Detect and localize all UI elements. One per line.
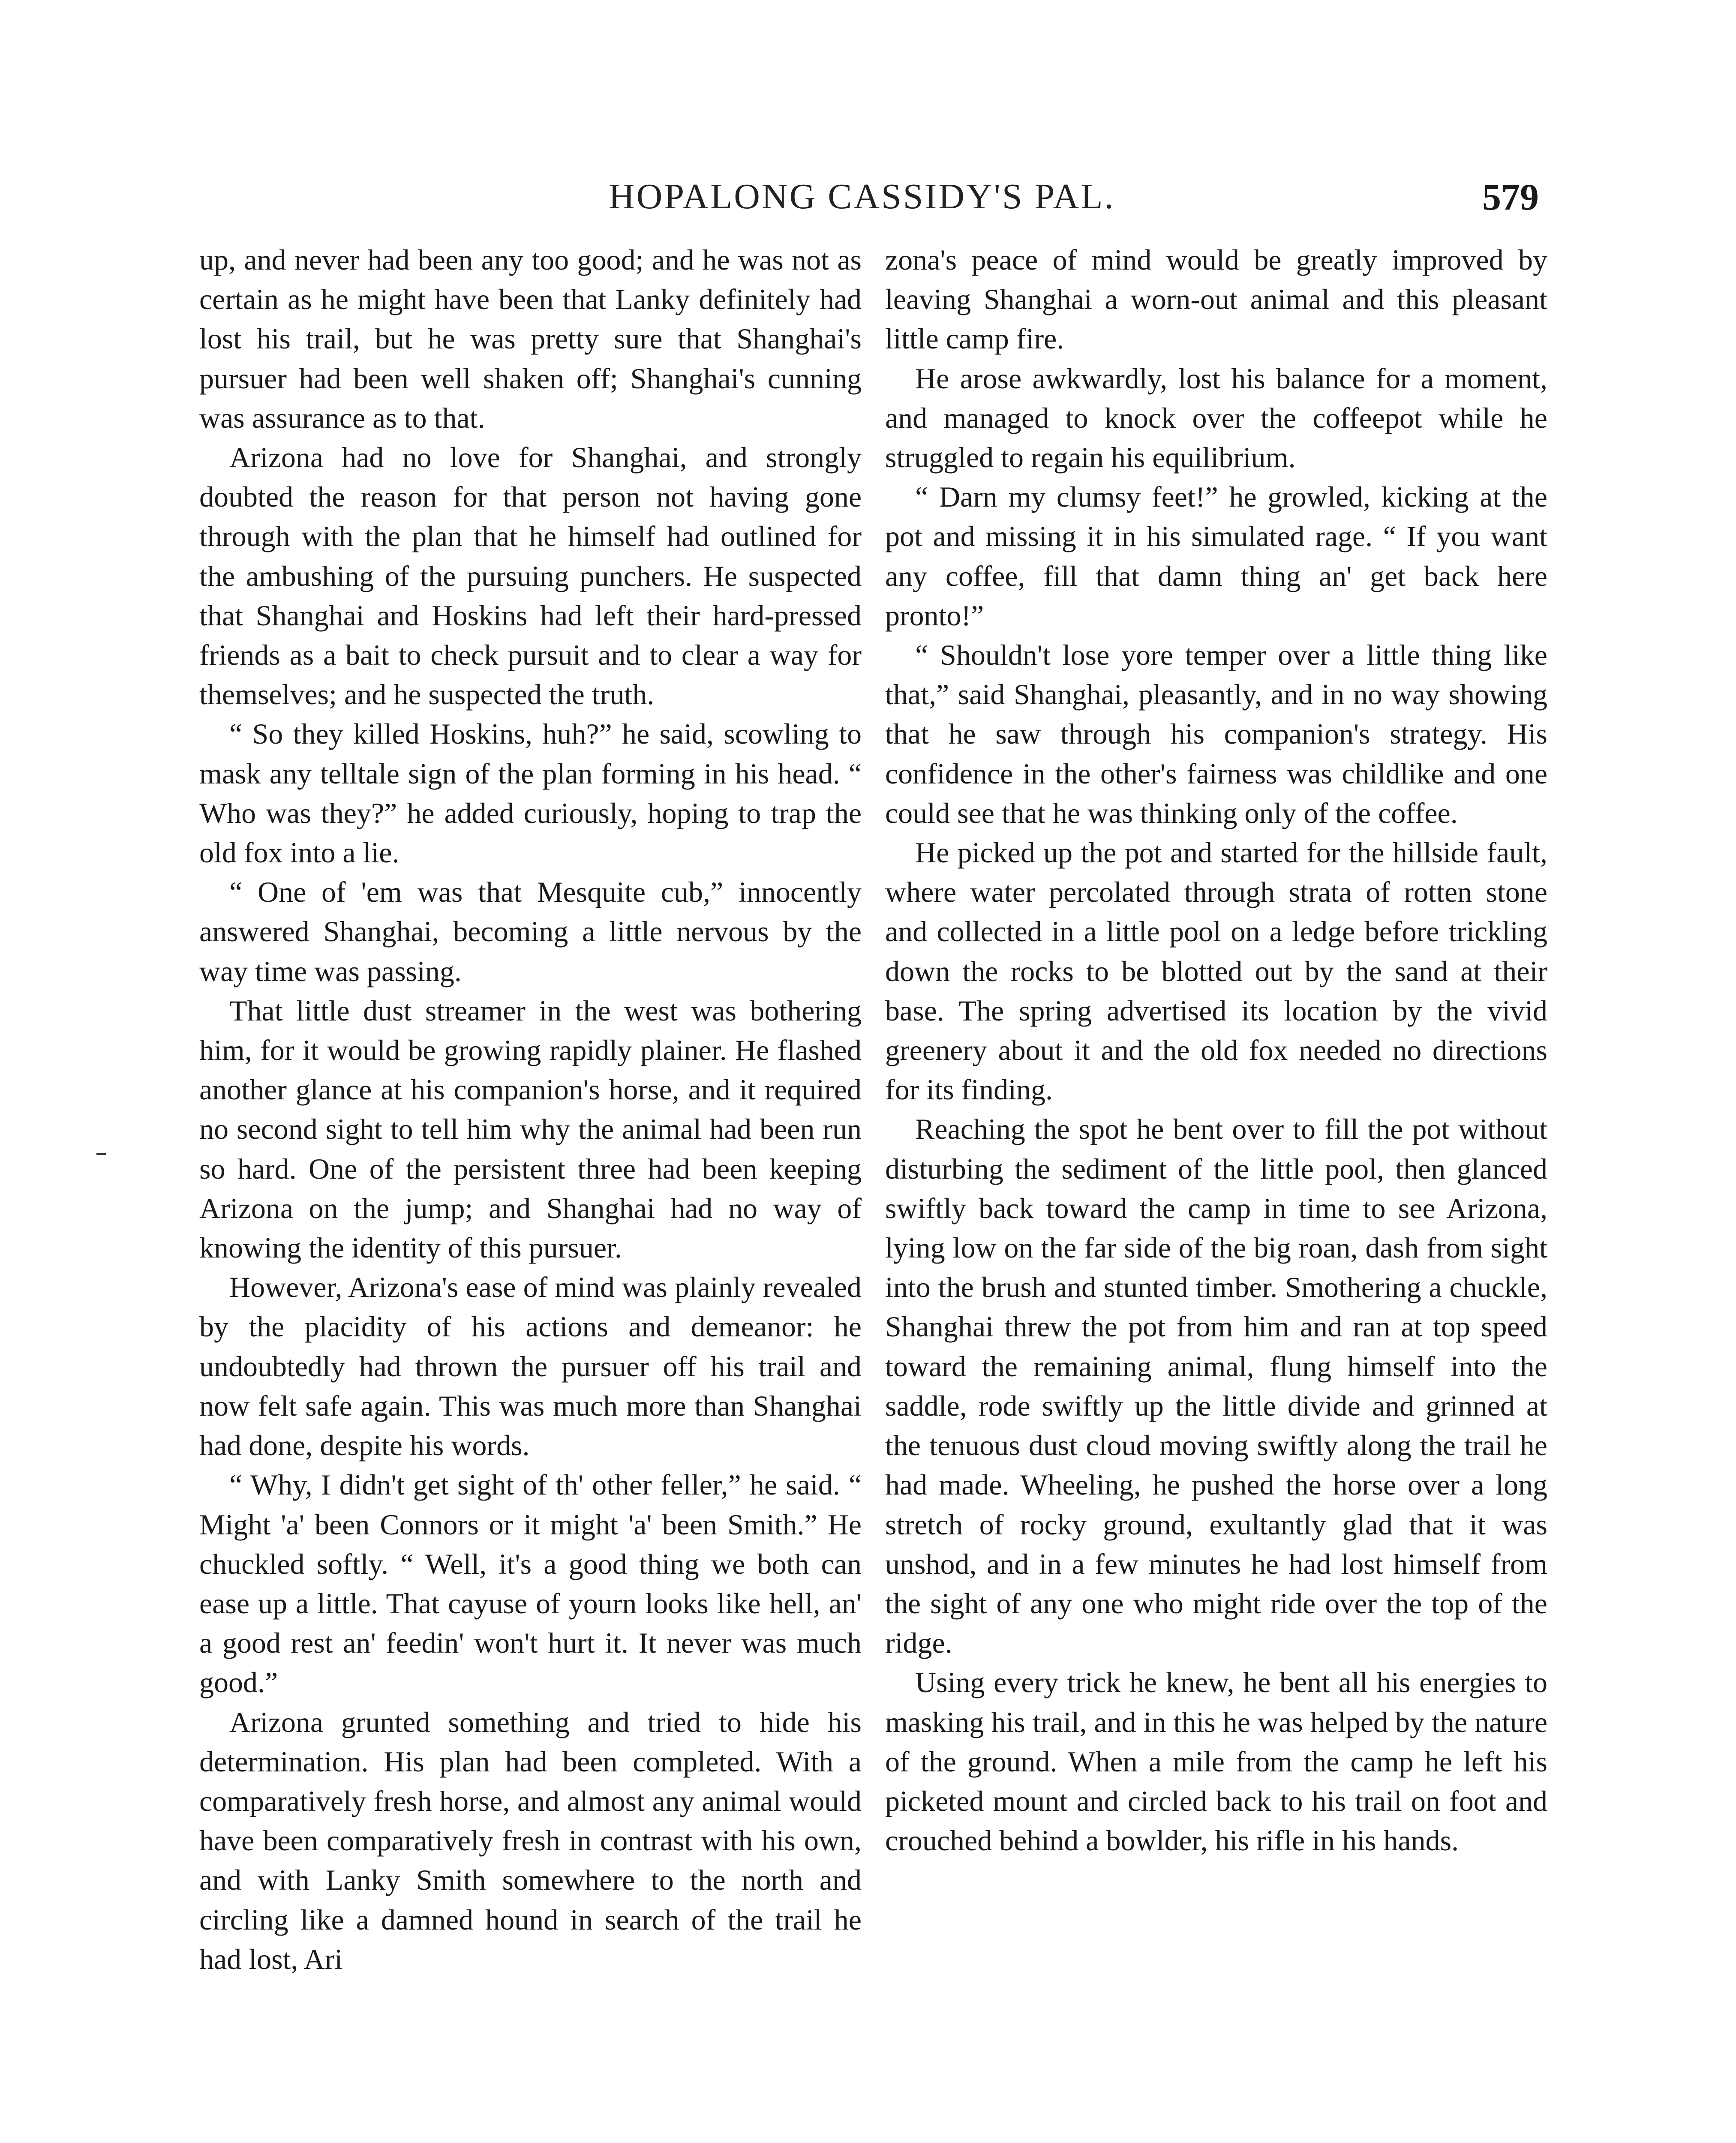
running-title: HOPALONG CASSIDY'S PAL. [609,177,1115,216]
paragraph: However, Arizona's ease of mind was plainly revealed by the placidity of his actions and demeanor: he undoubtedly had thrown the pursuer off his trail and now felt safe again. This was much more than Shanghai had done, despite his words. [199,1271,862,1462]
paragraph: “ Darn my clumsy feet!” he growled, kicking at the pot and missing it in his simulated rage. “ If you want any coffee, fill that damn thing an' get back here pronto!” [885,480,1547,632]
paragraph: up, and never had been any too good; and he was not as certain as he might have been that Lanky definitely had lost his trail, but he was pretty sure that Shanghai's pursuer had been well shaken off; Shanghai's cunning was assurance as to that. [199,243,862,434]
paragraph: Arizona grunted something and tried to hide his determination. His plan had been completed. With a comparatively fresh horse, and almost any animal would have been comparatively fresh in contrast with his own, and with Lanky Smith somewhere to the north and circling like a damned hound in search of the trail he had lost, Ari [199,1705,862,1975]
paragraph: zona's peace of mind would be greatly improved by leaving Shanghai a worn-out animal and this pleasant little camp fire. [885,243,1547,355]
page-number: 579 [1482,177,1539,218]
running-header [0,176,1736,223]
paragraph: Arizona had no love for Shanghai, and strongly doubted the reason for that person not having gone through with the plan that he himself had outlined for the ambushing of the pursuing punchers. He suspected that Shanghai and Hoskins had left their hard-pressed friends as a bait to check pursuit and to clear a way for themselves; and he suspected the truth. [199,441,862,711]
paragraph: “ Why, I didn't get sight of th' other feller,” he said. “ Might 'a' been Connors or it might 'a' been Smith.” He chuckled softly. “ Well, it's a good thing we both can ease up a little. That cayuse of yourn looks like hell, an' a good rest an' feedin' won't hurt it. It never was much good.” [199,1468,862,1699]
paragraph: That little dust streamer in the west was bothering him, for it would be growing rapidly plainer. He flashed another glance at his companion's horse, and it required no second sight to tell him why the animal had been run so hard. One of the persistent three had been keeping Arizona on the jump; and Shanghai had no way of knowing the identity of this pursuer. [199,994,862,1264]
paragraph: “ So they killed Hoskins, huh?” he said, scowling to mask any telltale sign of the plan forming in his head. “ Who was they?” he added curiously, hoping to trap the old fox into a lie. [199,717,862,869]
paragraph: “ One of 'em was that Mesquite cub,” innocently answered Shanghai, becoming a little nervous by the way time was passing. [199,876,862,987]
right-column [885,240,1547,1860]
paragraph: He picked up the pot and started for the hillside fault, where water percolated through strata of rotten stone and collected in a little pool on a ledge before trickling down the rocks to be blotted out by the sand at their base. The spring advertised its location by the vivid greenery about it and the old fox needed no directions for its finding. [885,836,1547,1106]
left-column [199,240,862,1979]
paragraph: Reaching the spot he bent over to fill the pot without disturbing the sediment of the little pool, then glanced swiftly back toward the camp in time to see Arizona, lying low on the far side of the big roan, dash from sight into the brush and stunted timber. Smothering a chuckle, Shanghai threw the pot from him and ran at top speed toward the remaining animal, flung himself into the saddle, rode swiftly up the little divide and grinned at the tenuous dust cloud moving swiftly along the trail he had made. Wheeling, he pushed the horse over a long stretch of rocky ground, exultantly glad that it was unshod, and in a few minutes he had lost himself from the sight of any one who might ride over the top of the ridge. [885,1113,1547,1660]
paragraph: Using every trick he knew, he bent all his energies to masking his trail, and in this he was helped by the nature of the ground. When a mile from the camp he left his picketed mount and circled back to his trail on foot and crouched behind a bowlder, his rifle in his hands. [885,1666,1547,1857]
paragraph: He arose awkwardly, lost his balance for a moment, and managed to knock over the coffeepot while he struggled to regain his equilibrium. [885,362,1547,474]
paragraph: “ Shouldn't lose yore temper over a little thing like that,” said Shanghai, pleasantly, and in no way showing that he saw through his companion's strategy. His confidence in the other's fairness was childlike and one could see that he was thinking only of the coffee. [885,639,1547,829]
margin-mark [96,1153,106,1155]
